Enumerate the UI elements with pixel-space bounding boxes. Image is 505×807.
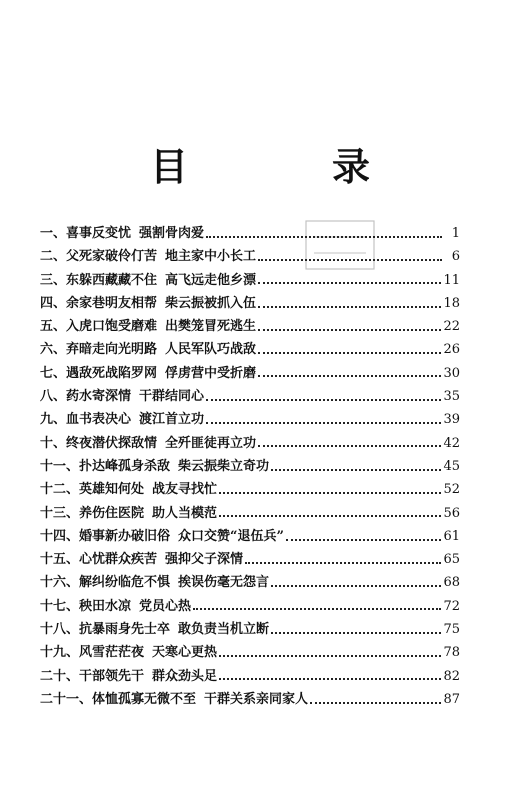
- toc-entry: [40, 432, 460, 455]
- toc-entry-page-number: 45: [443, 458, 460, 474]
- toc-entry-number: 十六、: [40, 575, 80, 591]
- toc-entry-title-second: 干群关系亲同家人: [204, 691, 309, 707]
- toc-entry-page-number: 61: [443, 528, 460, 544]
- toc-entry-title-second: 渡江首立功: [139, 412, 205, 428]
- toc-entry-title-first: 余家巷明友相帮: [66, 295, 158, 311]
- dot-leader: [271, 632, 441, 634]
- dot-leader: [219, 492, 441, 494]
- toc-entry-title-first: 东躲西藏藏不住: [66, 272, 158, 288]
- toc-entry: [40, 245, 460, 268]
- toc-entry-title-second: 高飞远走他乡漂: [165, 272, 257, 288]
- toc-entry: [40, 338, 460, 361]
- dot-leader: [245, 562, 441, 564]
- toc-entry-title-second: 地主家中小长工: [165, 249, 257, 265]
- toc-entry: [40, 665, 460, 688]
- toc-entry-title-second: 柴云振柴立奇功: [178, 458, 270, 474]
- dot-leader: [193, 608, 441, 610]
- toc-entry-title-first: 干部领先干: [79, 668, 145, 684]
- toc-entry-title-second: 出樊笼冒死逃生: [165, 319, 257, 335]
- toc-entry: [40, 618, 460, 641]
- toc-entry-title-first: 抗暴雨身先士卒: [79, 622, 171, 638]
- toc-entry-title-second: 柴云振被抓入伍: [165, 295, 257, 311]
- toc-entry: [40, 362, 460, 385]
- table-of-contents: [40, 222, 460, 711]
- dot-leader: [206, 399, 441, 401]
- toc-entry-title-second: 俘虏营中受折磨: [165, 365, 257, 381]
- toc-entry-page-number: 75: [443, 622, 460, 638]
- toc-entry: [40, 571, 460, 594]
- toc-entry-number: 七、: [40, 365, 67, 381]
- toc-entry: [40, 548, 460, 571]
- toc-entry-title-second: 干群结同心: [139, 389, 205, 405]
- toc-entry-page-number: 39: [443, 412, 460, 428]
- toc-entry-title-first: 喜事反变忧: [66, 226, 132, 241]
- toc-entry-page-number: 42: [443, 435, 460, 451]
- toc-entry-title-first: 扑达峰孤身杀敌: [79, 458, 171, 474]
- toc-entry: [40, 222, 460, 245]
- toc-entry: [40, 478, 460, 501]
- toc-entry-title-second: 群众劲头足: [152, 668, 218, 684]
- toc-entry-number: 十一、: [40, 458, 80, 474]
- toc-entry-number: 十八、: [40, 622, 80, 638]
- toc-entry-page-number: 26: [443, 342, 460, 358]
- title-char-2: 录: [331, 143, 370, 189]
- dot-leader: [258, 306, 441, 308]
- toc-entry-number: 十五、: [40, 552, 80, 568]
- toc-entry-page-number: 52: [443, 482, 460, 498]
- toc-entry-page-number: 18: [443, 295, 460, 311]
- dot-leader: [219, 678, 441, 680]
- dot-leader: [219, 515, 441, 517]
- dot-leader: [206, 236, 442, 238]
- toc-entry: [40, 688, 460, 711]
- toc-entry-number: 十四、: [40, 528, 80, 544]
- toc-entry-number: 十七、: [40, 598, 80, 614]
- toc-entry-title-second: 强割骨肉爱: [139, 226, 205, 241]
- toc-entry-title-first: 血书表决心: [66, 412, 132, 428]
- toc-entry-title-first: 弃暗走向光明路: [66, 342, 158, 358]
- toc-entry: [40, 315, 460, 338]
- dot-leader: [258, 445, 441, 447]
- dot-leader: [258, 352, 441, 354]
- toc-entry-title-first: 父死家破伶仃苦: [66, 249, 158, 265]
- toc-entry-number: 一、: [40, 226, 67, 241]
- toc-entry: [40, 455, 460, 478]
- toc-entry: [40, 595, 460, 618]
- dot-leader: [258, 375, 441, 377]
- toc-entry-number: 十二、: [40, 482, 80, 498]
- toc-entry-title-second: 众口交赞“退伍兵”: [178, 528, 284, 544]
- toc-entry-page-number: 68: [443, 575, 460, 591]
- toc-entry-title-second: 人民军队巧战敌: [165, 342, 257, 358]
- toc-entry-title-first: 心忧群众疾苦: [79, 552, 158, 568]
- dot-leader: [219, 655, 441, 657]
- toc-entry-title-second: 党员心热: [139, 598, 192, 614]
- dot-leader: [271, 469, 441, 471]
- dot-leader: [271, 585, 441, 587]
- toc-entry-title-first: 终夜潜伏探敌情: [66, 435, 158, 451]
- toc-entry-number: 二十、: [40, 668, 80, 684]
- toc-entry-page-number: 22: [443, 319, 460, 335]
- toc-entry-number: 五、: [40, 319, 67, 335]
- toc-entry-title-first: 风雪茫茫夜: [79, 645, 145, 661]
- toc-entry-number: 十、: [40, 435, 67, 451]
- toc-entry-title-second: 挨误伤毫无怨言: [178, 575, 270, 591]
- toc-entry-title-second: 强抑父子深情: [165, 552, 244, 568]
- toc-entry-number: 六、: [40, 342, 67, 358]
- toc-entry-page-number: 6: [451, 249, 460, 265]
- toc-entry: [40, 408, 460, 431]
- toc-entry-page-number: 56: [443, 505, 460, 521]
- toc-entry-number: 十三、: [40, 505, 80, 521]
- toc-entry-number: 九、: [40, 412, 67, 428]
- toc-entry-title-first: 婚事新办破旧俗: [79, 528, 171, 544]
- title-char-1: 目: [150, 143, 189, 189]
- toc-entry-number: 八、: [40, 389, 67, 405]
- toc-entry-page-number: 35: [443, 389, 460, 405]
- toc-entry: [40, 292, 460, 315]
- toc-entry-page-number: 78: [443, 645, 460, 661]
- toc-entry: [40, 641, 460, 664]
- toc-entry-page-number: 11: [443, 272, 460, 288]
- toc-entry-number: 二、: [40, 249, 67, 265]
- dot-leader: [258, 282, 441, 284]
- dot-leader: [286, 539, 441, 541]
- toc-entry: [40, 525, 460, 548]
- toc-entry-page-number: 87: [443, 691, 460, 707]
- toc-entry-page-number: 72: [443, 598, 460, 614]
- dot-leader: [258, 259, 442, 261]
- page-title: [150, 138, 370, 188]
- toc-entry: [40, 502, 460, 525]
- toc-entry-title-first: 解纠纷临危不惧: [79, 575, 171, 591]
- toc-entry-number: 三、: [40, 272, 67, 288]
- toc-entry-title-first: 体恤孤寡无微不至: [92, 691, 197, 707]
- toc-entry-number: 二十一、: [40, 691, 93, 707]
- toc-entry-title-first: 遇敌死战陷罗网: [66, 365, 158, 381]
- toc-entry-title-second: 全歼匪徒再立功: [165, 435, 257, 451]
- toc-entry-page-number: 82: [443, 668, 460, 684]
- toc-entry-title-first: 入虎口饱受磨难: [66, 319, 158, 335]
- toc-entry-title-first: 英雄知何处: [79, 482, 145, 498]
- toc-entry-title-second: 战友寻找忙: [152, 482, 218, 498]
- toc-entry: [40, 269, 460, 292]
- toc-entry-title-second: 天寒心更热: [152, 645, 218, 661]
- toc-entry-page-number: 1: [451, 226, 460, 241]
- dot-leader: [310, 702, 441, 704]
- dot-leader: [258, 329, 441, 331]
- toc-entry-title-second: 助人当模范: [152, 505, 218, 521]
- toc-entry: [40, 385, 460, 408]
- toc-entry-title-first: 养伤住医院: [79, 505, 145, 521]
- toc-entry-title-first: 药水寄深情: [66, 389, 132, 405]
- toc-entry-title-first: 秧田水凉: [79, 598, 132, 614]
- toc-entry-number: 十九、: [40, 645, 80, 661]
- dot-leader: [206, 422, 441, 424]
- toc-entry-title-second: 敢负责当机立断: [178, 622, 270, 638]
- toc-entry-number: 四、: [40, 295, 67, 311]
- toc-entry-page-number: 30: [443, 365, 460, 381]
- toc-entry-page-number: 65: [443, 552, 460, 568]
